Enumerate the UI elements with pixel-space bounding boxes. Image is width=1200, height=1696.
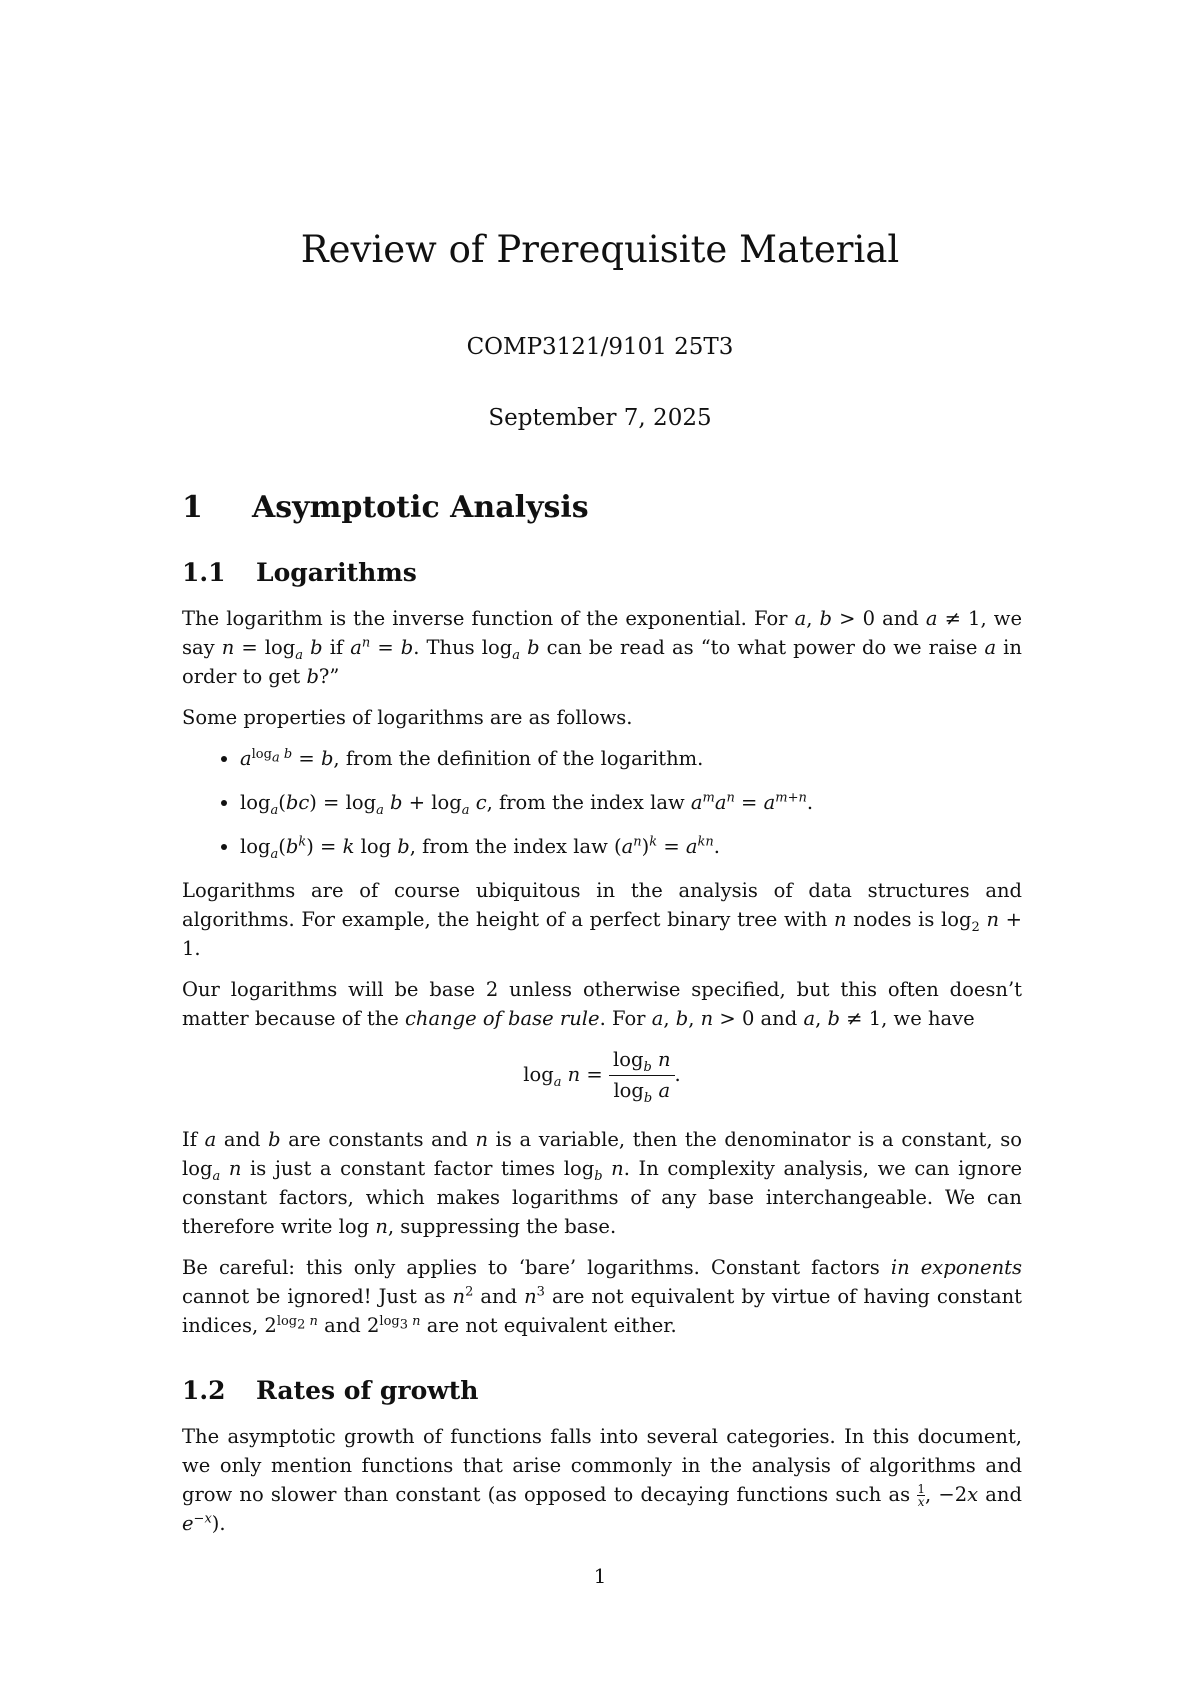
paragraph: Be careful: this only applies to ‘bare’ logarithms. Constant factors in exponents cannot be ignored! Just as $n^2$ and $n^3$ are not equivalent by virtue of having constant indices, $2^{log_2 n}$ and $2^{log_3 n}$ are not equivalent either. xyxy=(182,1256,1023,1337)
paragraph: Our logarithms will be base 2 unless otherwise specified, but this often doesn’t matter because of the change of base rule. For a, b, n > 0 and a, b ≠ 1, we have xyxy=(182,978,1022,1030)
list-item: • $\log_a(b^k) = k$ log b, from the index law $(a^n)^k = a^{kn}$. xyxy=(240,832,1022,861)
course-code: COMP3121/9101 25T3 xyxy=(466,334,734,360)
subsection-heading xyxy=(182,1374,1022,1408)
paragraph: Logarithms are of course ubiquitous in the analysis of data structures and algorithms. For example, the height of a perfect binary tree with n nodes is $\log_2 n + 1$. xyxy=(182,879,1022,960)
section-title: Asymptotic Analysis xyxy=(252,490,589,525)
page-number: 1 xyxy=(593,1564,607,1588)
paragraph: The logarithm is the inverse function of the exponential. For a, b > 0 and a ≠ 1, we say $n = \log_a b$ if $a^n = b$. Thus $\log_a b$ can be read as “to what power do we raise a in order to get b?” xyxy=(182,607,1022,688)
change-of-base-equation: $\log_a n$ = $\frac{\log_b n}{\log_b a}$ . xyxy=(182,1045,1022,1115)
property-list xyxy=(182,744,1022,861)
section-heading xyxy=(182,488,1022,528)
subsection-title: Rates of growth xyxy=(256,1376,479,1405)
subsection-title: Logarithms xyxy=(256,558,417,587)
paragraph: The asymptotic growth of functions falls into several categories. In this document, we only mention functions that arise commonly in the analysis of algorithms and grow no slower than constant (as opposed to decaying functions such as $\frac{1}{x}$ , −2x and $e^{-x}$). xyxy=(182,1425,1022,1535)
paragraph: Some properties of logarithms are as follows. xyxy=(182,706,633,729)
paragraph: If a and b are constants and n is a variable, then the denominator is a constant, so $\log_a n$ is just a constant factor times $\log_b n$. In complexity analysis, we can ignore constant factors, which makes logarithms of any base interchangeable. We can therefore write log n, suppressing the base. xyxy=(182,1128,1022,1238)
subsection-number: 1.1 xyxy=(182,558,226,587)
main-content xyxy=(182,488,1022,1550)
list-item: • $\log_a(bc) = \log_a b + \log_a c$, from the index law $a^ma^n = a^{m+n}$. xyxy=(240,788,1022,817)
document-title: Review of Prerequisite Material xyxy=(300,228,900,271)
section-number: 1 xyxy=(182,490,203,525)
subsection-number: 1.2 xyxy=(182,1376,226,1405)
subsection-heading xyxy=(182,556,1022,590)
document-date: September 7, 2025 xyxy=(488,405,712,431)
list-item: • $a^{log_a b} = b$, from the definition of the logarithm. xyxy=(240,744,1022,773)
